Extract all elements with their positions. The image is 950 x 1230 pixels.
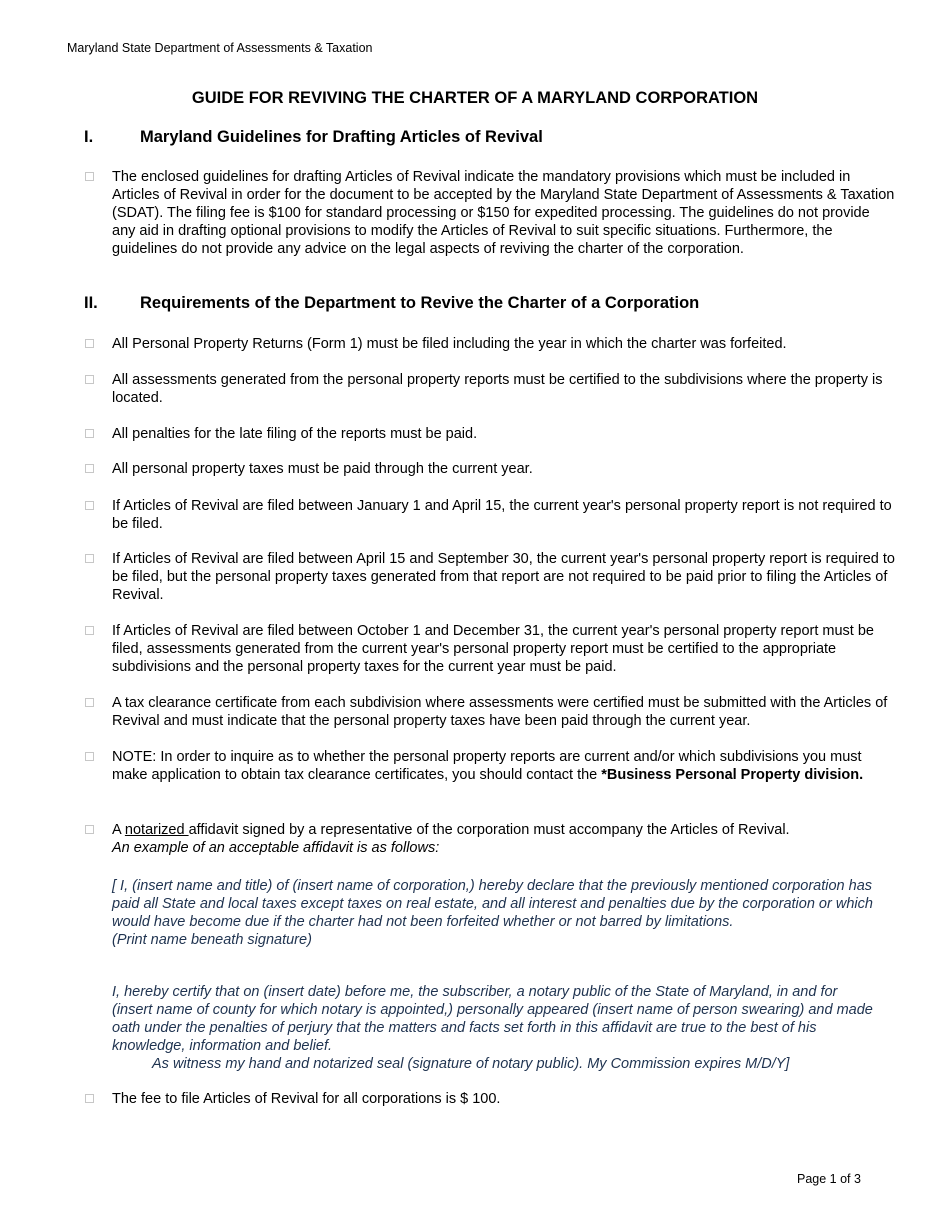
section-1-heading: [84, 128, 543, 147]
checkbox-bullet-icon: [85, 825, 94, 834]
requirement-item: All personal property taxes must be paid through the current year.: [112, 461, 533, 477]
section-1-number: I.: [84, 128, 94, 146]
note-item: [112, 748, 897, 784]
business-personal-property-division: *Business Personal Property division.: [601, 767, 864, 783]
affidavit-declaration: [ I, (insert name and title) of (insert name of corporation,) hereby declare that the previously mentioned corporation has paid all State and local taxes except taxes on real estate, and all interest and penalties due by the corporation or which would have become due if the charter had not been forfeited whether or not barred by limitations.: [112, 878, 873, 930]
agency-header: Maryland State Department of Assessments & Taxation: [67, 41, 373, 55]
affidavit-print-name: (Print name beneath signature): [112, 932, 312, 948]
section-2-heading: [84, 294, 699, 313]
checkbox-bullet-icon: [85, 501, 94, 510]
checkbox-bullet-icon: [85, 554, 94, 563]
affidavit-example-intro: An example of an acceptable affidavit is as follows:: [112, 840, 440, 856]
section-2-number: II.: [84, 294, 98, 312]
document-title: GUIDE FOR REVIVING THE CHARTER OF A MARYLAND CORPORATION: [191, 89, 759, 107]
requirement-item: If Articles of Revival are filed between October 1 and December 31, the current year's personal property report must be filed, assessments generated from the current year's personal property report must be certified to the appropriate subdivisions and the personal property taxes for the current year must be paid.: [112, 623, 874, 675]
checkbox-bullet-icon: [85, 375, 94, 384]
checkbox-bullet-icon: [85, 1094, 94, 1103]
notary-witness-line: As witness my hand and notarized seal (signature of notary public). My Commission expires M/D/Y]: [152, 1056, 790, 1072]
fee-item: The fee to file Articles of Revival for all corporations is $ 100.: [112, 1091, 501, 1107]
checkbox-bullet-icon: [85, 698, 94, 707]
note-text: NOTE: In order to inquire as to whether the personal property reports are current and/or which subdivisions you must make application to obtain tax clearance certificates, you should contact the: [112, 749, 862, 783]
notarized-underlined: notarized: [124, 822, 189, 838]
notary-certification-text: I, hereby certify that on (insert date) before me, the subscriber, a notary public of the State of Maryland, in and for (insert name of county for which notary is appointed,) personally appeared (insert name of person swearing) and made oath under the penalties of perjury that the matters and facts set forth in this affidavit are true to the best of his knowledge, information and belief.: [112, 984, 873, 1054]
checkbox-bullet-icon: [85, 752, 94, 761]
notary-certification: [112, 983, 877, 1073]
requirement-item: If Articles of Revival are filed between April 15 and September 30, the current year's personal property report is required to be filed, but the personal property taxes generated from that report are not required to be paid prior to filing the Articles of Revival.: [112, 551, 895, 603]
requirement-item: A tax clearance certificate from each subdivision where assessments were certified must be submitted with the Articles of Revival and must indicate that the personal property taxes have been paid through the current year.: [112, 695, 888, 729]
requirement-item: If Articles of Revival are filed between January 1 and April 15, the current year's personal property report is not required to be filed.: [112, 498, 892, 532]
checkbox-bullet-icon: [85, 339, 94, 348]
affidavit-requirement-text: affidavit signed by a representative of the corporation must accompany the Articles of Revival.: [188, 822, 790, 838]
section-1-paragraph: The enclosed guidelines for drafting Articles of Revival indicate the mandatory provisions which must be included in Articles of Revival in order for the document to be accepted by the Maryland State Department of Assessments & Taxation (SDAT). The filing fee is $100 for standard processing or $150 for expedited processing. The guidelines do not provide any aid in drafting optional provisions to modify the Articles of Revival to suit specific situations. Furthermore, the guidelines do not provide any advice on the legal aspects of reviving the charter of the corporation.: [112, 169, 895, 257]
checkbox-bullet-icon: [85, 429, 94, 438]
affidavit-requirement-item: [112, 821, 897, 857]
checkbox-bullet-icon: [85, 464, 94, 473]
requirement-item: All penalties for the late filing of the reports must be paid.: [112, 426, 478, 442]
checkbox-bullet-icon: [85, 172, 94, 181]
requirement-item: All assessments generated from the personal property reports must be certified to the subdivisions where the property is located.: [112, 372, 883, 406]
checkbox-bullet-icon: [85, 626, 94, 635]
section-1-title: Maryland Guidelines for Drafting Articles of Revival: [140, 128, 543, 146]
requirement-item: All Personal Property Returns (Form 1) must be filed including the year in which the charter was forfeited.: [112, 336, 787, 352]
affidavit-prefix: A: [112, 822, 125, 838]
section-2-title: Requirements of the Department to Revive the Charter of a Corporation: [140, 294, 700, 312]
affidavit-example: [112, 877, 877, 949]
page-number: Page 1 of 3: [797, 1172, 861, 1186]
